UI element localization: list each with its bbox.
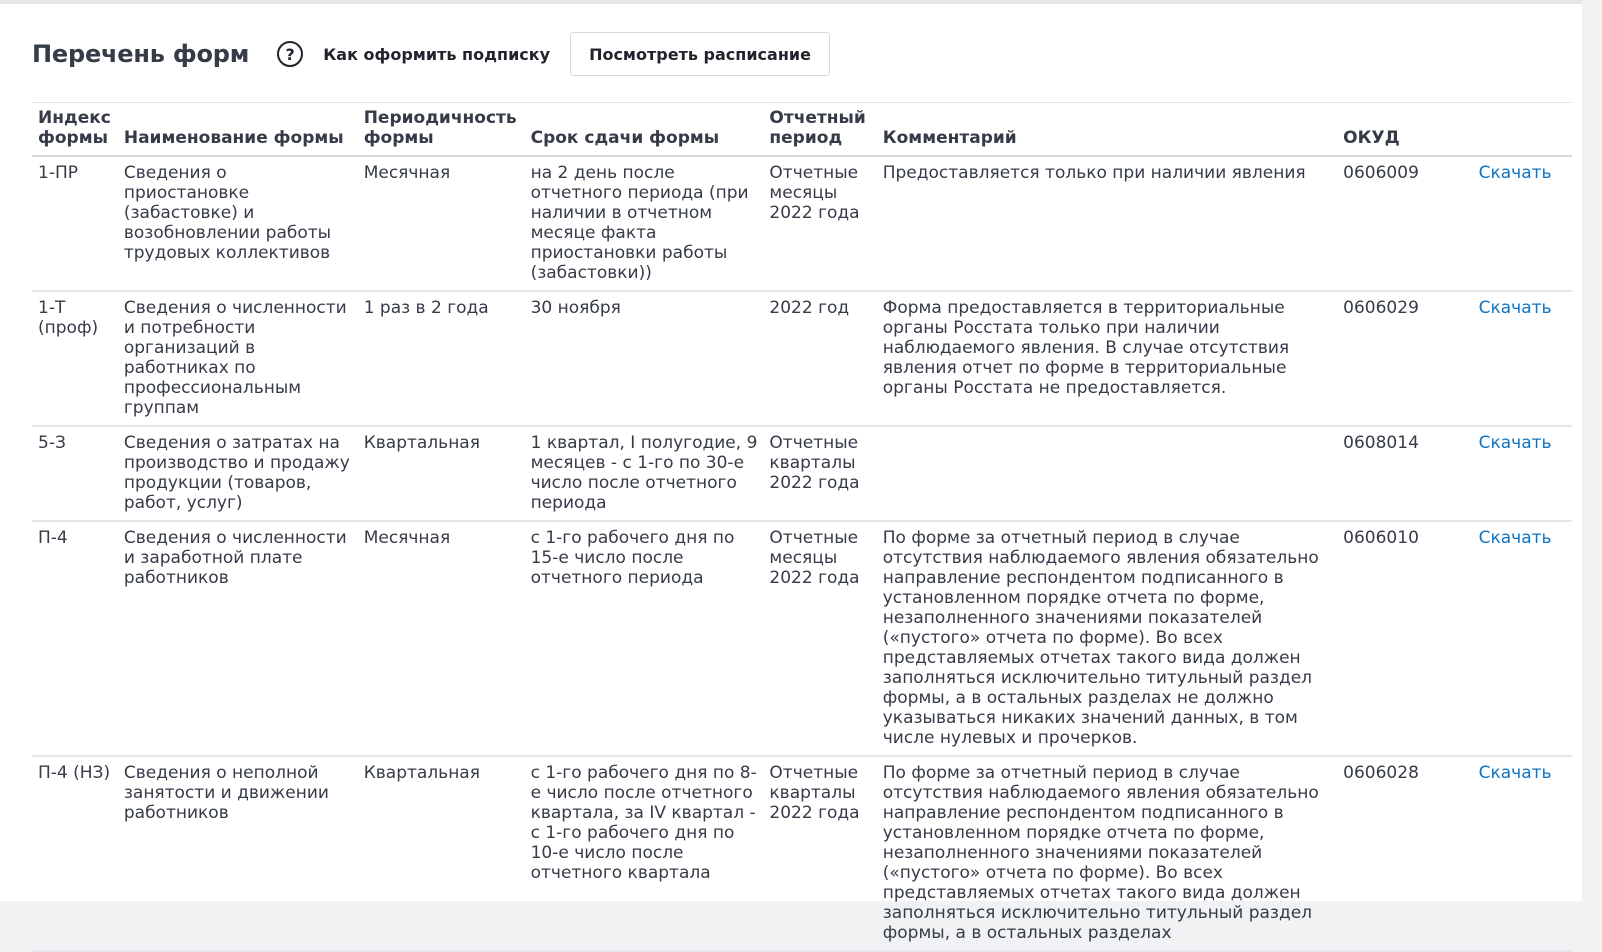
cell-download	[1459, 156, 1572, 291]
cell-index: 1-ПР	[32, 156, 118, 291]
column-header-comment: Комментарий	[877, 103, 1337, 157]
page-scroll-edge	[1582, 0, 1602, 901]
cell-index: П-4	[32, 521, 118, 756]
table-row	[32, 291, 1572, 426]
question-circle-icon[interactable]: ?	[277, 41, 303, 67]
cell-report-period: Отчетные кварталы 2022 года	[763, 426, 876, 521]
cell-periodicity: 1 раз в 2 года	[358, 291, 525, 426]
column-header-periodicity: Периодичность формы	[358, 103, 525, 157]
cell-periodicity: Квартальная	[358, 426, 525, 521]
cell-okud: 0606010	[1337, 521, 1458, 756]
download-link[interactable]: Скачать	[1478, 763, 1552, 783]
table-row	[32, 426, 1572, 521]
cell-name: Сведения о численности и потребности организаций в работниках по профессиональным группам	[118, 291, 358, 426]
subscription-help-link[interactable]: Как оформить подписку	[323, 44, 551, 64]
cell-deadline: 30 ноября	[525, 291, 764, 426]
cell-download	[1459, 756, 1572, 951]
download-link[interactable]: Скачать	[1478, 433, 1552, 453]
download-link[interactable]: Скачать	[1478, 163, 1552, 183]
cell-okud: 0608014	[1337, 426, 1458, 521]
cell-deadline: на 2 день после отчетного периода (при наличии в отчетном месяце факта приостановки работы (забастовки))	[525, 156, 764, 291]
cell-periodicity: Месячная	[358, 521, 525, 756]
cell-comment: По форме за отчетный период в случае отсутствия наблюдаемого явления обязательно направление респондентом подписанного в установленном порядке отчета по форме, незаполненного значениями показателей («пустого» отчета по форме). Во всех представляемых отчетах такого вида должен заполняться исключительно титульный раздел формы, а в остальных разделах	[877, 756, 1337, 951]
page-header	[32, 30, 830, 78]
cell-index: П-4 (НЗ)	[32, 756, 118, 951]
cell-comment: По форме за отчетный период в случае отсутствия наблюдаемого явления обязательно направление респондентом подписанного в установленном порядке отчета по форме, незаполненного значениями показателей («пустого» отчета по форме). Во всех представляемых отчетах такого вида должен заполняться исключительно титульный раздел формы, а в остальных разделах не должно указываться никаких значений данных, в том числе нулевых и прочерков.	[877, 521, 1337, 756]
cell-deadline: с 1-го рабочего дня по 15-е число после отчетного периода	[525, 521, 764, 756]
column-header-name: Наименование формы	[118, 103, 358, 157]
table-row	[32, 756, 1572, 951]
download-link[interactable]: Скачать	[1478, 528, 1552, 548]
cell-deadline: 1 квартал, I полугодие, 9 месяцев - с 1-го по 30-е число после отчетного периода	[525, 426, 764, 521]
cell-okud: 0606029	[1337, 291, 1458, 426]
table-row	[32, 521, 1572, 756]
cell-comment	[877, 426, 1337, 521]
cell-report-period: Отчетные месяцы 2022 года	[763, 156, 876, 291]
cell-download	[1459, 521, 1572, 756]
cell-report-period: Отчетные кварталы 2022 года	[763, 756, 876, 951]
column-header-deadline: Срок сдачи формы	[525, 103, 764, 157]
column-header-report-period: Отчетный период	[763, 103, 876, 157]
cell-index: 5-З	[32, 426, 118, 521]
cell-okud: 0606028	[1337, 756, 1458, 951]
table-header-row	[32, 103, 1572, 157]
cell-periodicity: Квартальная	[358, 756, 525, 951]
cell-download	[1459, 426, 1572, 521]
cell-report-period: 2022 год	[763, 291, 876, 426]
forms-table	[32, 102, 1572, 952]
column-header-okud: ОКУД	[1337, 103, 1458, 157]
column-header-index: Индекс формы	[32, 103, 118, 157]
page-title: Перечень форм	[32, 40, 250, 68]
cell-name: Сведения о приостановке (забастовке) и возобновлении работы трудовых коллективов	[118, 156, 358, 291]
cell-comment: Предоставляется только при наличии явления	[877, 156, 1337, 291]
cell-comment: Форма предоставляется в территориальные органы Росстата только при наличии наблюдаемого явления. В случае отсутствия явления отчет по форме в территориальные органы Росстата не предоставляется.	[877, 291, 1337, 426]
cell-download	[1459, 291, 1572, 426]
cell-name: Сведения о затратах на производство и продажу продукции (товаров, работ, услуг)	[118, 426, 358, 521]
cell-periodicity: Месячная	[358, 156, 525, 291]
cell-report-period: Отчетные месяцы 2022 года	[763, 521, 876, 756]
cell-name: Сведения о численности и заработной плате работников	[118, 521, 358, 756]
column-header-download	[1459, 103, 1572, 157]
cell-name: Сведения о неполной занятости и движении работников	[118, 756, 358, 951]
table-row	[32, 156, 1572, 291]
cell-okud: 0606009	[1337, 156, 1458, 291]
download-link[interactable]: Скачать	[1478, 298, 1552, 318]
cell-deadline: с 1-го рабочего дня по 8-е число после отчетного квартала, за IV квартал - с 1-го рабочего дня по 10-е число после отчетного квартала	[525, 756, 764, 951]
cell-index: 1-Т (проф)	[32, 291, 118, 426]
view-schedule-button[interactable]: Посмотреть расписание	[570, 32, 830, 76]
